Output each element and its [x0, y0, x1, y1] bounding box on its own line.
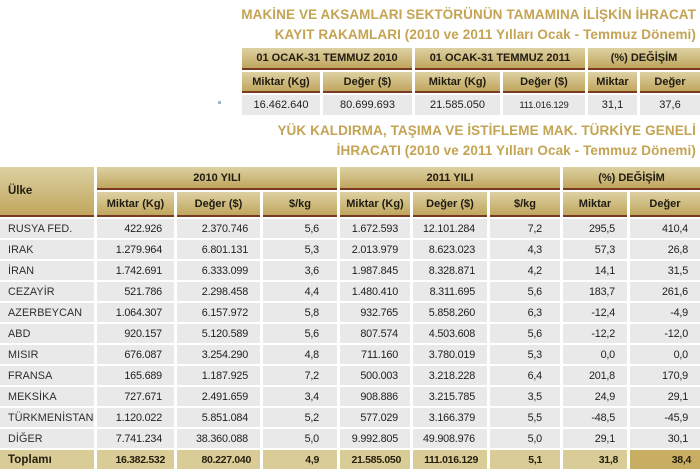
- value-cell: 4,2: [490, 261, 560, 280]
- country-title-line2: İHRACATI (2010 ve 2011 Yılları Ocak - Temmuz Dönemi): [336, 143, 696, 158]
- subheader-cell: Değer: [640, 72, 700, 93]
- value-cell: 711.160: [340, 345, 410, 364]
- value-cell: 3,5: [490, 387, 560, 406]
- country-row: [0, 345, 700, 364]
- country-cell: DİĞER: [0, 429, 94, 448]
- value-cell: 7.741.234: [97, 429, 174, 448]
- value-cell: 6.157.972: [177, 303, 260, 322]
- total-value-cell: 80.227.040: [177, 450, 260, 469]
- total-row: [0, 450, 700, 469]
- country-cell: ABD: [0, 324, 94, 343]
- value-cell: 3.254.290: [177, 345, 260, 364]
- total-value-cell: 16.382.532: [97, 450, 174, 469]
- country-table-title: [0, 121, 700, 161]
- value-cell: 5,6: [490, 324, 560, 343]
- total-value-cell: 38,4: [630, 450, 700, 469]
- country-row: [0, 282, 700, 301]
- value-cell: 1.064.307: [97, 303, 174, 322]
- subheader-cell: $/kg: [263, 192, 337, 217]
- total-value-cell: 31,8: [563, 450, 627, 469]
- value-cell: 12.101.284: [413, 219, 487, 238]
- value-cell: 24,9: [563, 387, 627, 406]
- value-cell: 0,0: [630, 345, 700, 364]
- value-cell: 2.298.458: [177, 282, 260, 301]
- country-row: [0, 429, 700, 448]
- group-header-2011: 01 OCAK-31 TEMMUZ 2011: [415, 48, 585, 70]
- total-label: Toplamı: [0, 450, 94, 469]
- value-cell: -4,9: [630, 303, 700, 322]
- value-cell: 676.087: [97, 345, 174, 364]
- subheader-cell: Miktar (Kg): [340, 192, 410, 217]
- value-cell: 31,1: [588, 95, 637, 115]
- value-cell: 7,2: [490, 219, 560, 238]
- value-cell: 500.003: [340, 366, 410, 385]
- value-cell: 9.992.805: [340, 429, 410, 448]
- value-cell: 14,1: [563, 261, 627, 280]
- value-cell: 31,5: [630, 261, 700, 280]
- country-cell: MEKSİKA: [0, 387, 94, 406]
- value-cell: 1.279.964: [97, 240, 174, 259]
- value-cell: 3.215.785: [413, 387, 487, 406]
- value-cell: 3.218.228: [413, 366, 487, 385]
- country-row: [0, 303, 700, 322]
- group-header-change: (%) DEĞİŞİM: [563, 167, 700, 190]
- value-cell: 57,3: [563, 240, 627, 259]
- value-cell: 5,6: [490, 282, 560, 301]
- value-cell: 1.672.593: [340, 219, 410, 238]
- value-cell: 2.491.659: [177, 387, 260, 406]
- value-cell: 4,4: [263, 282, 337, 301]
- country-cell: CEZAYİR: [0, 282, 94, 301]
- subheader-cell: Değer: [630, 192, 700, 217]
- country-row: [0, 366, 700, 385]
- value-cell: 30,1: [630, 429, 700, 448]
- value-cell: 8.311.695: [413, 282, 487, 301]
- subheader-cell: Miktar (Kg): [97, 192, 174, 217]
- country-table-header: [0, 167, 700, 217]
- value-cell: 7,2: [263, 366, 337, 385]
- value-cell: 727.671: [97, 387, 174, 406]
- value-cell: 37,6: [640, 95, 700, 115]
- value-cell: 932.765: [340, 303, 410, 322]
- value-cell: 908.886: [340, 387, 410, 406]
- value-cell: 165.689: [97, 366, 174, 385]
- value-cell: -12,0: [630, 324, 700, 343]
- value-cell: 920.157: [97, 324, 174, 343]
- value-cell: 16.462.640: [242, 95, 320, 115]
- value-cell: 3.166.379: [413, 408, 487, 427]
- value-cell: 2.013.979: [340, 240, 410, 259]
- value-cell: 1.120.022: [97, 408, 174, 427]
- country-cell: MISIR: [0, 345, 94, 364]
- value-cell: 5,3: [490, 345, 560, 364]
- summary-table: [242, 48, 700, 115]
- scan-speck-artifact: [218, 101, 221, 104]
- value-cell: 170,9: [630, 366, 700, 385]
- value-cell: -45,9: [630, 408, 700, 427]
- country-row: [0, 408, 700, 427]
- group-header-change: (%) DEĞİŞİM: [588, 48, 700, 70]
- summary-title-line1: MAKİNE VE AKSAMLARI SEKTÖRÜNÜN TAMAMINA İLİŞKİN İHRACAT: [241, 7, 696, 22]
- country-cell: FRANSA: [0, 366, 94, 385]
- value-cell: 5,6: [263, 219, 337, 238]
- value-cell: 4.503.608: [413, 324, 487, 343]
- summary-table-title: [0, 5, 700, 45]
- value-cell: 410,4: [630, 219, 700, 238]
- value-cell: -12,4: [563, 303, 627, 322]
- value-cell: 6,3: [490, 303, 560, 322]
- value-cell: 1.480.410: [340, 282, 410, 301]
- subheader-cell: Miktar (Kg): [242, 72, 320, 93]
- country-cell: AZERBEYCAN: [0, 303, 94, 322]
- country-row: [0, 261, 700, 280]
- country-cell: İRAN: [0, 261, 94, 280]
- value-cell: 6.801.131: [177, 240, 260, 259]
- value-cell: 295,5: [563, 219, 627, 238]
- total-value-cell: 4,9: [263, 450, 337, 469]
- subheader-cell: Değer ($): [413, 192, 487, 217]
- value-cell: 5,5: [490, 408, 560, 427]
- subheader-cell: $/kg: [490, 192, 560, 217]
- country-title-line1: YÜK KALDIRMA, TAŞIMA VE İSTİFLEME MAK. TÜRKİYE GENELİ: [277, 123, 696, 138]
- value-cell: 5,3: [263, 240, 337, 259]
- value-cell: 5.858.260: [413, 303, 487, 322]
- value-cell: 49.908.976: [413, 429, 487, 448]
- value-cell: 807.574: [340, 324, 410, 343]
- value-cell: 261,6: [630, 282, 700, 301]
- value-cell: 5,6: [263, 324, 337, 343]
- value-cell: 3.780.019: [413, 345, 487, 364]
- value-cell: 38.360.088: [177, 429, 260, 448]
- country-row: [0, 240, 700, 259]
- group-header-2010: 2010 YILI: [97, 167, 337, 190]
- subheader-cell: Değer ($): [177, 192, 260, 217]
- country-table-body: [0, 219, 700, 448]
- country-column-header: Ülke: [0, 167, 94, 217]
- country-cell: RUSYA FED.: [0, 219, 94, 238]
- summary-title-line2: KAYIT RAKAMLARI (2010 ve 2011 Yılları Ocak - Temmuz Dönemi): [274, 27, 696, 42]
- value-cell: 5,0: [490, 429, 560, 448]
- country-table: [0, 167, 700, 469]
- value-cell: 1.187.925: [177, 366, 260, 385]
- country-row: [0, 219, 700, 238]
- value-cell: -48,5: [563, 408, 627, 427]
- value-cell: 2.370.746: [177, 219, 260, 238]
- value-cell: 8.623.023: [413, 240, 487, 259]
- value-cell: 521.786: [97, 282, 174, 301]
- value-cell: 577.029: [340, 408, 410, 427]
- value-cell: 1.987.845: [340, 261, 410, 280]
- group-header-2010: 01 OCAK-31 TEMMUZ 2010: [242, 48, 412, 70]
- country-row: [0, 387, 700, 406]
- total-value-cell: 111.016.129: [413, 450, 487, 469]
- value-cell: 3,6: [263, 261, 337, 280]
- country-cell: TÜRKMENİSTAN: [0, 408, 94, 427]
- value-cell: 1.742.691: [97, 261, 174, 280]
- total-value-cell: 21.585.050: [340, 450, 410, 469]
- subheader-cell: Miktar (Kg): [415, 72, 500, 93]
- value-cell: 4,8: [263, 345, 337, 364]
- value-cell: 5,2: [263, 408, 337, 427]
- group-header-2011: 2011 YILI: [340, 167, 560, 190]
- value-cell: 5.120.589: [177, 324, 260, 343]
- subheader-cell: Miktar: [563, 192, 627, 217]
- value-cell: 8.328.871: [413, 261, 487, 280]
- value-cell: 0,0: [563, 345, 627, 364]
- report-page: [0, 5, 700, 469]
- subheader-cell: Miktar: [588, 72, 637, 93]
- value-cell: 29,1: [630, 387, 700, 406]
- value-cell: -12,2: [563, 324, 627, 343]
- value-cell: 111.016.129: [503, 95, 585, 115]
- country-cell: IRAK: [0, 240, 94, 259]
- value-cell: 21.585.050: [415, 95, 500, 115]
- value-cell: 4,3: [490, 240, 560, 259]
- value-cell: 80.699.693: [323, 95, 412, 115]
- value-cell: 422.926: [97, 219, 174, 238]
- country-row: [0, 324, 700, 343]
- value-cell: 26,8: [630, 240, 700, 259]
- value-cell: 5,8: [263, 303, 337, 322]
- value-cell: 29,1: [563, 429, 627, 448]
- subheader-cell: Değer ($): [503, 72, 585, 93]
- total-value-cell: 5,1: [490, 450, 560, 469]
- value-cell: 6.333.099: [177, 261, 260, 280]
- subheader-cell: Değer ($): [323, 72, 412, 93]
- value-cell: 183,7: [563, 282, 627, 301]
- value-cell: 3,4: [263, 387, 337, 406]
- value-cell: 201,8: [563, 366, 627, 385]
- value-cell: 5,0: [263, 429, 337, 448]
- value-cell: 6,4: [490, 366, 560, 385]
- value-cell: 5.851.084: [177, 408, 260, 427]
